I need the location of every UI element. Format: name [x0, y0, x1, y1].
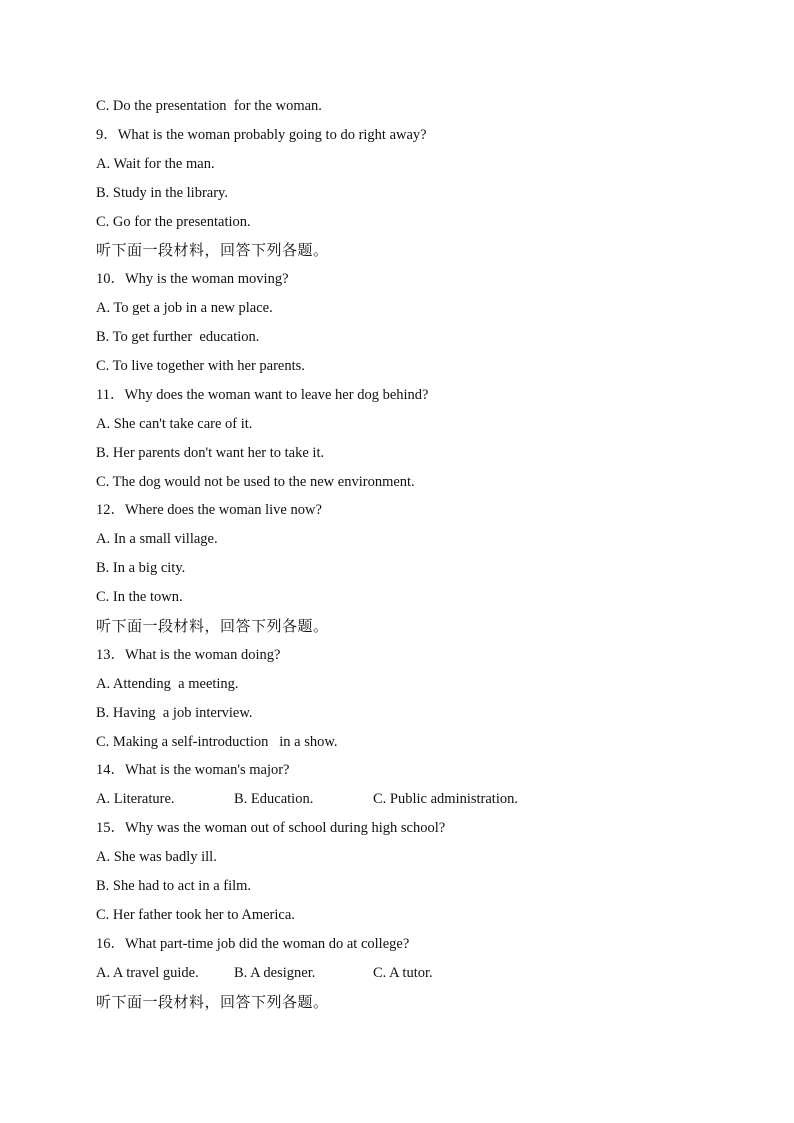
q11-option-b: B. Her parents don't want her to take it. [96, 444, 325, 461]
q8-option-c: C. Do the presentation for the woman. [96, 98, 322, 114]
q13-option-c: C. Making a self-introduction in a show. [96, 733, 338, 750]
q9-option-c: C. Go for the presentation. [96, 213, 251, 230]
q13-option-a: A. Attending a meeting. [96, 675, 239, 692]
q11-option-a: A. She can't take care of it. [96, 415, 253, 432]
q14-option-b: B. Education. [234, 791, 314, 808]
q9-option-b: B. Study in the library. [96, 184, 228, 201]
question-11: 11．Why does the woman want to leave her dog behind? [96, 386, 429, 403]
exam-content [96, 95, 736, 1020]
q10-option-a: A. To get a job in a new place. [96, 300, 273, 317]
question-13: 13．What is the woman doing? [96, 646, 281, 663]
q12-option-b: B. In a big city. [96, 560, 186, 577]
q14-options-row [96, 788, 736, 817]
q13-option-b: B. Having a job interview. [96, 704, 253, 721]
section-instruction-final: 听下面一段材料，回答下列各题。 [96, 992, 329, 1011]
q15-option-a: A. She was badly ill. [96, 849, 217, 866]
question-10: 10．Why is the woman moving? [96, 271, 289, 288]
q14-option-a: A. Literature. [96, 791, 175, 808]
q11-option-c: C. The dog would not be used to the new environment. [96, 473, 415, 490]
q16-option-c: C. A tutor. [373, 964, 433, 981]
q10-option-c: C. To live together with her parents. [96, 358, 305, 375]
q10-option-b: B. To get further education. [96, 329, 260, 346]
q16-option-a: A. A travel guide. [96, 964, 199, 981]
q14-option-c: C. Public administration. [373, 791, 518, 808]
q16-option-b: B. A designer. [234, 964, 316, 981]
question-14: 14．What is the woman's major? [96, 762, 290, 779]
q12-option-a: A. In a small village. [96, 531, 218, 548]
q16-options-row [96, 962, 736, 991]
question-12: 12．Where does the woman live now? [96, 502, 322, 519]
question-16: 16．What part-time job did the woman do at college? [96, 935, 410, 952]
q15-option-c: C. Her father took her to America. [96, 906, 295, 923]
question-9: 9．What is the woman probably going to do right away? [96, 126, 427, 143]
section-instruction: 听下面一段材料，回答下列各题。 [96, 241, 329, 260]
q12-option-c: C. In the town. [96, 589, 183, 606]
section-instruction: 听下面一段材料，回答下列各题。 [96, 617, 329, 636]
q9-option-a: A. Wait for the man. [96, 155, 215, 172]
q15-option-b: B. She had to act in a film. [96, 878, 252, 895]
question-15: 15．Why was the woman out of school during high school? [96, 820, 446, 837]
